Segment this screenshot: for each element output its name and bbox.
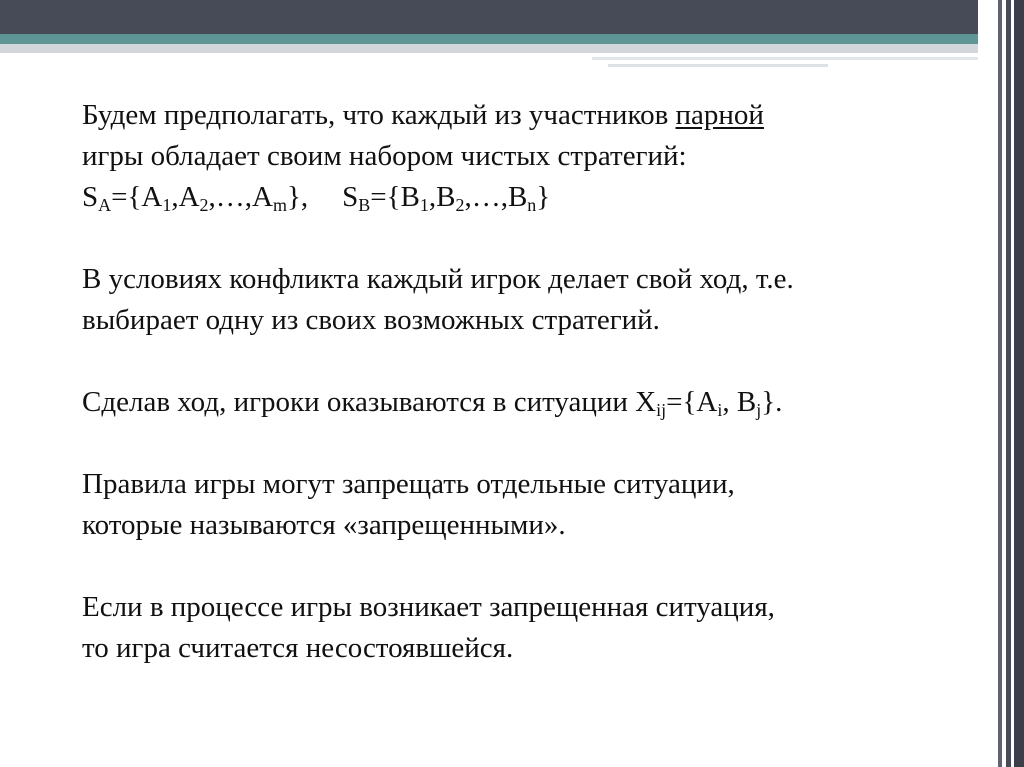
underlined-word: парной <box>675 99 764 131</box>
slide-body <box>82 95 962 710</box>
situation-formula: Сделав ход, игроки оказываются в ситуации $X_{ij}=\{A_i$, $B_j$}. <box>82 386 783 421</box>
text-line: которые называются «запрещенными». <box>82 509 566 541</box>
header-accent-stripe <box>0 34 1024 44</box>
text-line: Будем предполагать, что каждый из участников парной <box>82 99 764 131</box>
text-line: то игра считается несостоявшейся. <box>82 632 514 664</box>
paragraph-void-game <box>82 587 962 669</box>
text-line: игры обладает своим набором чистых стратегий: <box>82 140 687 172</box>
text-line: В условиях конфликта каждый игрок делает свой ход, т.е. <box>82 263 794 295</box>
paragraph-situation <box>82 382 962 423</box>
paragraph-move <box>82 259 962 341</box>
text-line: Правила игры могут запрещать отдельные ситуации, <box>82 468 735 500</box>
text-line: Если в процессе игры возникает запрещенная ситуация, <box>82 591 775 623</box>
decorative-line <box>592 57 978 60</box>
decorative-line <box>608 64 828 67</box>
text-line: выбирает одну из своих возможных стратегий. <box>82 304 660 336</box>
strategy-sets-formula: $S_A=\{A_1,A_2,\dots,A_m\}$, $S_B=\{B_1,B_2,\dots,B_n\}$ <box>82 181 551 216</box>
paragraph-forbidden <box>82 464 962 546</box>
right-edge-decoration <box>978 0 1024 767</box>
header-grey-stripe <box>0 44 1024 53</box>
paragraph-strategies <box>82 95 962 218</box>
header-bar <box>0 0 1024 34</box>
